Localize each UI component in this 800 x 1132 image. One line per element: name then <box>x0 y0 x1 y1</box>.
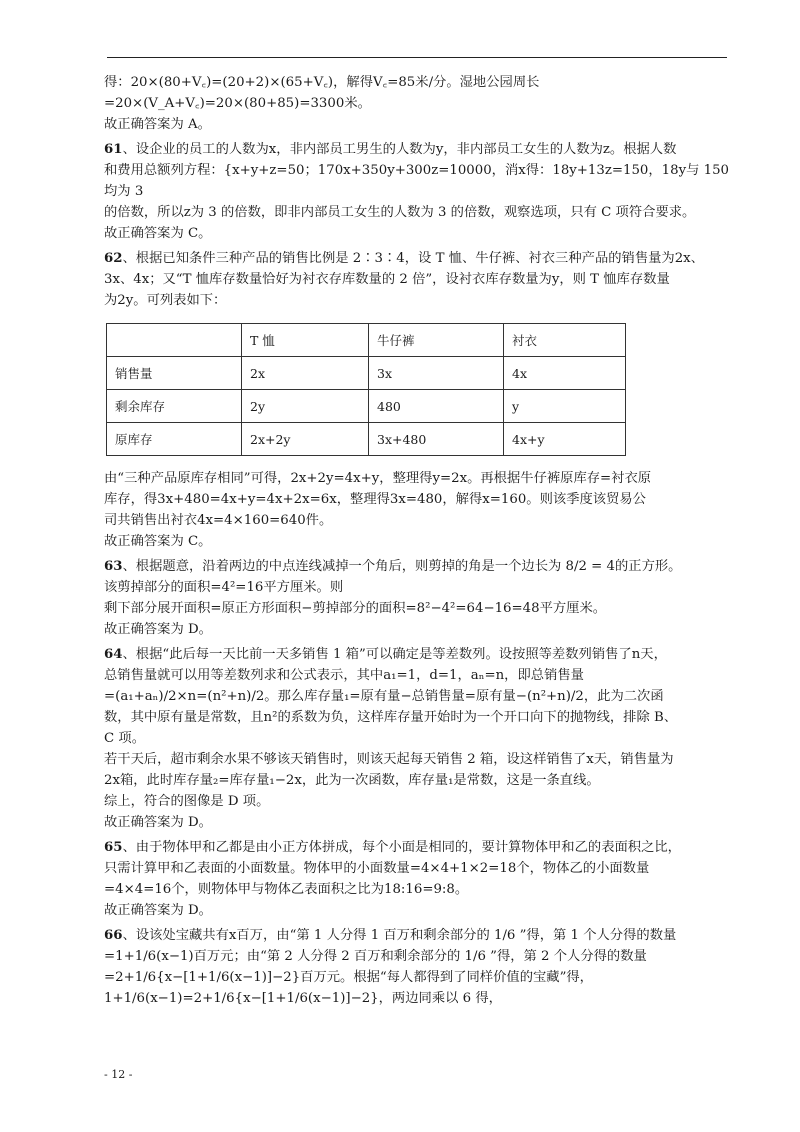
table-cell: 4x+y <box>504 423 626 456</box>
text-line: 3x、4x；又“T 恤库存数量恰好为衬衣存库数量的 2 倍”，设衬衣库存数量为y，则 T 恤库存数量 <box>104 272 670 287</box>
table-cell: 2y <box>242 390 369 423</box>
question-number: 62 <box>104 251 123 266</box>
question-66 <box>104 925 734 946</box>
inventory-table <box>106 323 626 456</box>
text-line: 数，其中原有量是常数，且n²的系数为负，这样库存量开始时为一个开口向下的抛物线，排除 B、 <box>104 710 678 725</box>
text-line: =(a₁+aₙ)/2×n=(n²+n)/2。那么库存量₁=原有量−总销售量=原有量−(n²+n)/2，此为二次函 <box>104 689 664 704</box>
text-line: 、设该处宝藏共有x百万，由“第 1 人分得 1 百万和剩余部分的 1/6 ”得，第 1 个人分得的数量 <box>122 928 677 943</box>
table-cell: 3x+480 <box>369 423 504 456</box>
text-line: 由“三种产品原库存相同”可得，2x+2y=4x+y，整理得y=2x。再根据牛仔裤原库存=衬衣原 <box>104 471 652 486</box>
table-header-cell: T 恤 <box>242 324 369 357</box>
question-64 <box>104 644 734 665</box>
text-line: 2x箱，此时库存量₂=库存量₁−2x，此为一次函数，库存量₁是常数，这是一条直线。 <box>104 773 600 788</box>
text-line: 和费用总额列方程：{x+y+z=50；170x+350y+300z=10000，消x得：18y+13z=150，18y与 150 均为 3 <box>104 163 730 199</box>
text-line: 故正确答案为 A。 <box>104 117 211 132</box>
text-line: 、设企业的员工的人数为x，非内部员工男生的人数为y，非内部员工女生的人数为z。根据人数 <box>122 142 677 157</box>
question-61 <box>104 139 734 160</box>
table-cell: 2x <box>242 357 369 390</box>
question-number: 63 <box>104 559 123 574</box>
question-number: 64 <box>104 647 123 662</box>
question-62 <box>104 248 734 269</box>
text-line: 故正确答案为 D。 <box>104 815 212 830</box>
text-line: 为2y。可列表如下： <box>104 293 227 308</box>
text-line: =4×4=16个，则物体甲与物体乙表面积之比为18:16=9:8。 <box>104 882 469 897</box>
table-header-cell: 牛仔裤 <box>369 324 504 357</box>
table-cell: 原库存 <box>107 423 242 456</box>
text-line: =2+1/6{x−[1+1/6(x−1)]−2}百万元。根据“每人都得到了同样价值的宝藏”得， <box>104 970 593 985</box>
text-line: 故正确答案为 C。 <box>104 226 212 241</box>
text-line: 、根据题意，沿着两边的中点连线减掉一个角后，则剪掉的角是一个边长为 8/2 = 4的正方形。 <box>122 559 682 574</box>
text-line: 剩下部分展开面积=原正方形面积−剪掉部分的面积=8²−4²=64−16=48平方厘米。 <box>104 601 607 616</box>
table-cell: 剩余库存 <box>107 390 242 423</box>
question-63 <box>104 556 734 577</box>
text-line: 、根据“此后每一天比前一天多销售 1 箱”可以确定是等差数列。设按照等差数列销售了n天， <box>122 647 667 662</box>
text-line: 故正确答案为 D。 <box>104 903 212 918</box>
table-cell: 销售量 <box>107 357 242 390</box>
text-line: C 项。 <box>104 731 145 746</box>
question-number: 61 <box>104 142 123 157</box>
table-cell: 4x <box>504 357 626 390</box>
table-row <box>107 357 626 390</box>
text-line: 若干天后，超市剩余水果不够该天销售时，则该天起每天销售 2 箱，设这样销售了x天，销售量为 <box>104 752 674 767</box>
table-header-cell <box>107 324 242 357</box>
text-line: 库存，得3x+480=4x+y=4x+2x=6x，整理得3x=480，解得x=160。则该季度该贸易公 <box>104 492 646 507</box>
text-line: 司共销售出衬衣4x=4×160=640件。 <box>104 513 333 528</box>
text-line: 、根据已知条件三种产品的销售比例是 2∶3∶4，设 T 恤、牛仔裤、衬衣三种产品的销售量为2x、 <box>122 251 704 266</box>
page-number: - 12 - <box>104 1068 133 1081</box>
table-cell: 3x <box>369 357 504 390</box>
table-row <box>107 423 626 456</box>
text-line: =1+1/6(x−1)百万元；由“第 2 人分得 2 百万和剩余部分的 1/6 ”得，第 2 个人分得的数量 <box>104 949 647 964</box>
table-cell: y <box>504 390 626 423</box>
table-row <box>107 390 626 423</box>
text-line: =20×(V_A+V꜀)=20×(80+85)=3300米。 <box>104 96 371 111</box>
text-line: 、由于物体甲和乙都是由小正方体拼成，每个小面是相同的，要计算物体甲和乙的表面积之比， <box>122 840 681 855</box>
text-line: 总销售量就可以用等差数列求和公式表示，其中a₁=1，d=1，aₙ=n，即总销售量 <box>104 668 584 683</box>
table-header-cell: 衬衣 <box>504 324 626 357</box>
question-number: 65 <box>104 840 123 855</box>
text-line: 只需计算甲和乙表面的小面数量。物体甲的小面数量=4×4+1×2=18个，物体乙的小面数量 <box>104 861 650 876</box>
text-line: 得：20×(80+V꜀)=(20+2)×(65+V꜀)，解得V꜀=85米/分。湿地公园周长 <box>104 75 540 90</box>
question-number: 66 <box>104 928 123 943</box>
text-line: 该剪掉部分的面积=4²=16平方厘米。则 <box>104 580 344 595</box>
text-line: 故正确答案为 C。 <box>104 534 212 549</box>
table-header-row <box>107 324 626 357</box>
question-65 <box>104 837 734 858</box>
text-line: 综上，符合的图像是 D 项。 <box>104 794 270 809</box>
text-line: 1+1/6(x−1)=2+1/6{x−[1+1/6(x−1)]−2}，两边同乘以 6 得， <box>104 991 502 1006</box>
text-line: 故正确答案为 D。 <box>104 622 212 637</box>
table-cell: 480 <box>369 390 504 423</box>
table-cell: 2x+2y <box>242 423 369 456</box>
header-rule <box>107 57 727 58</box>
text-line: 的倍数，所以z为 3 的倍数，即非内部员工女生的人数为 3 的倍数，观察选项，只有 C 项符合要求。 <box>104 205 696 220</box>
answer-content <box>104 72 734 1009</box>
